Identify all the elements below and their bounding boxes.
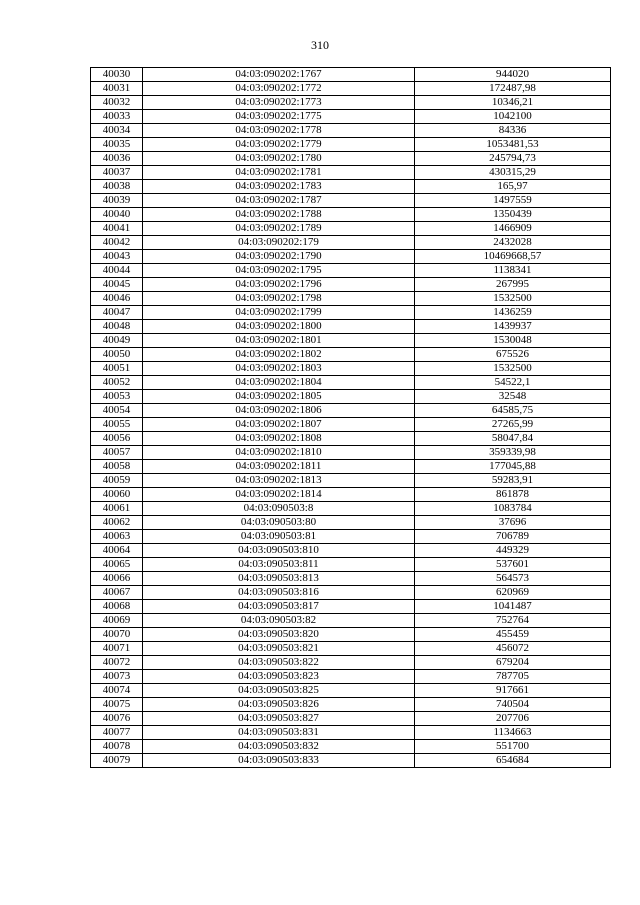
cadastral-number-cell: 04:03:090202:1802 (143, 348, 415, 362)
table-row (91, 68, 611, 82)
table-row (91, 586, 611, 600)
cadastral-number-cell: 04:03:090503:810 (143, 544, 415, 558)
cadastral-number-cell: 04:03:090202:1780 (143, 152, 415, 166)
table-row (91, 236, 611, 250)
cadastral-value-cell: 172487,98 (415, 82, 611, 96)
row-number-cell: 40034 (91, 124, 143, 138)
row-number-cell: 40068 (91, 600, 143, 614)
table-row (91, 544, 611, 558)
cadastral-value-cell: 10346,21 (415, 96, 611, 110)
cadastral-value-cell: 1466909 (415, 222, 611, 236)
cadastral-value-cell: 54522,1 (415, 376, 611, 390)
row-number-cell: 40043 (91, 250, 143, 264)
cadastral-value-cell: 10469668,57 (415, 250, 611, 264)
table-row (91, 166, 611, 180)
cadastral-number-cell: 04:03:090202:1800 (143, 320, 415, 334)
cadastral-number-cell: 04:03:090503:833 (143, 754, 415, 768)
row-number-cell: 40041 (91, 222, 143, 236)
table-row (91, 110, 611, 124)
row-number-cell: 40073 (91, 670, 143, 684)
row-number-cell: 40072 (91, 656, 143, 670)
cadastral-value-cell: 679204 (415, 656, 611, 670)
cadastral-value-cell: 37696 (415, 516, 611, 530)
table-row (91, 726, 611, 740)
table-row (91, 362, 611, 376)
table-row (91, 614, 611, 628)
cadastral-number-cell: 04:03:090202:1796 (143, 278, 415, 292)
row-number-cell: 40056 (91, 432, 143, 446)
cadastral-number-cell: 04:03:090202:1804 (143, 376, 415, 390)
cadastral-value-cell: 1041487 (415, 600, 611, 614)
cadastral-value-cell: 551700 (415, 740, 611, 754)
cadastral-value-cell: 1350439 (415, 208, 611, 222)
table-row (91, 96, 611, 110)
cadastral-number-cell: 04:03:090202:1801 (143, 334, 415, 348)
cadastral-value-cell: 564573 (415, 572, 611, 586)
row-number-cell: 40075 (91, 698, 143, 712)
cadastral-number-cell: 04:03:090503:832 (143, 740, 415, 754)
table-row (91, 320, 611, 334)
table-row (91, 642, 611, 656)
row-number-cell: 40074 (91, 684, 143, 698)
cadastral-number-cell: 04:03:090202:1814 (143, 488, 415, 502)
row-number-cell: 40076 (91, 712, 143, 726)
cadastral-value-table (90, 67, 611, 768)
cadastral-number-cell: 04:03:090202:1811 (143, 460, 415, 474)
cadastral-number-cell: 04:03:090202:1805 (143, 390, 415, 404)
row-number-cell: 40036 (91, 152, 143, 166)
cadastral-value-cell: 456072 (415, 642, 611, 656)
row-number-cell: 40039 (91, 194, 143, 208)
row-number-cell: 40035 (91, 138, 143, 152)
cadastral-value-cell: 245794,73 (415, 152, 611, 166)
row-number-cell: 40046 (91, 292, 143, 306)
cadastral-number-cell: 04:03:090503:81 (143, 530, 415, 544)
row-number-cell: 40077 (91, 726, 143, 740)
cadastral-number-cell: 04:03:090503:816 (143, 586, 415, 600)
cadastral-number-cell: 04:03:090202:1767 (143, 68, 415, 82)
cadastral-number-cell: 04:03:090202:179 (143, 236, 415, 250)
page-number: 310 (311, 38, 329, 52)
cadastral-value-cell: 165,97 (415, 180, 611, 194)
row-number-cell: 40048 (91, 320, 143, 334)
table-row (91, 348, 611, 362)
cadastral-number-cell: 04:03:090202:1810 (143, 446, 415, 460)
cadastral-number-cell: 04:03:090503:8 (143, 502, 415, 516)
cadastral-value-cell: 675526 (415, 348, 611, 362)
table-row (91, 698, 611, 712)
cadastral-number-cell: 04:03:090202:1788 (143, 208, 415, 222)
cadastral-value-cell: 706789 (415, 530, 611, 544)
table-row (91, 446, 611, 460)
cadastral-number-cell: 04:03:090503:831 (143, 726, 415, 740)
row-number-cell: 40061 (91, 502, 143, 516)
row-number-cell: 40044 (91, 264, 143, 278)
row-number-cell: 40062 (91, 516, 143, 530)
table-row (91, 278, 611, 292)
cadastral-value-cell: 944020 (415, 68, 611, 82)
cadastral-value-cell: 1138341 (415, 264, 611, 278)
table-row (91, 516, 611, 530)
cadastral-number-cell: 04:03:090202:1806 (143, 404, 415, 418)
table-row (91, 306, 611, 320)
cadastral-value-cell: 207706 (415, 712, 611, 726)
cadastral-number-cell: 04:03:090202:1799 (143, 306, 415, 320)
row-number-cell: 40051 (91, 362, 143, 376)
cadastral-number-cell: 04:03:090202:1772 (143, 82, 415, 96)
cadastral-value-cell: 1134663 (415, 726, 611, 740)
row-number-cell: 40067 (91, 586, 143, 600)
cadastral-number-cell: 04:03:090202:1807 (143, 418, 415, 432)
row-number-cell: 40049 (91, 334, 143, 348)
cadastral-number-cell: 04:03:090503:826 (143, 698, 415, 712)
cadastral-number-cell: 04:03:090202:1787 (143, 194, 415, 208)
cadastral-number-cell: 04:03:090202:1803 (143, 362, 415, 376)
cadastral-value-cell: 1053481,53 (415, 138, 611, 152)
table-row (91, 488, 611, 502)
cadastral-number-cell: 04:03:090202:1781 (143, 166, 415, 180)
cadastral-number-cell: 04:03:090503:823 (143, 670, 415, 684)
row-number-cell: 40059 (91, 474, 143, 488)
table-row (91, 376, 611, 390)
table-row (91, 558, 611, 572)
cadastral-value-cell: 449329 (415, 544, 611, 558)
cadastral-value-cell: 620969 (415, 586, 611, 600)
cadastral-value-cell: 654684 (415, 754, 611, 768)
cadastral-value-cell: 537601 (415, 558, 611, 572)
table-row (91, 82, 611, 96)
row-number-cell: 40038 (91, 180, 143, 194)
row-number-cell: 40045 (91, 278, 143, 292)
row-number-cell: 40078 (91, 740, 143, 754)
cadastral-value-cell: 787705 (415, 670, 611, 684)
cadastral-number-cell: 04:03:090202:1783 (143, 180, 415, 194)
row-number-cell: 40070 (91, 628, 143, 642)
cadastral-value-cell: 1083784 (415, 502, 611, 516)
table-row (91, 208, 611, 222)
cadastral-number-cell: 04:03:090503:817 (143, 600, 415, 614)
table-row (91, 684, 611, 698)
row-number-cell: 40040 (91, 208, 143, 222)
cadastral-value-cell: 917661 (415, 684, 611, 698)
row-number-cell: 40050 (91, 348, 143, 362)
cadastral-number-cell: 04:03:090503:827 (143, 712, 415, 726)
cadastral-value-cell: 359339,98 (415, 446, 611, 460)
row-number-cell: 40032 (91, 96, 143, 110)
table-row (91, 194, 611, 208)
table-row (91, 124, 611, 138)
table-row (91, 502, 611, 516)
row-number-cell: 40065 (91, 558, 143, 572)
cadastral-number-cell: 04:03:090503:82 (143, 614, 415, 628)
table-row (91, 334, 611, 348)
cadastral-number-cell: 04:03:090503:825 (143, 684, 415, 698)
row-number-cell: 40066 (91, 572, 143, 586)
table-row (91, 600, 611, 614)
table-row (91, 292, 611, 306)
cadastral-number-cell: 04:03:090503:80 (143, 516, 415, 530)
row-number-cell: 40031 (91, 82, 143, 96)
table-row (91, 460, 611, 474)
table-row (91, 138, 611, 152)
cadastral-number-cell: 04:03:090202:1798 (143, 292, 415, 306)
table-row (91, 572, 611, 586)
cadastral-value-cell: 58047,84 (415, 432, 611, 446)
row-number-cell: 40033 (91, 110, 143, 124)
table-row (91, 740, 611, 754)
cadastral-value-cell: 1532500 (415, 362, 611, 376)
cadastral-value-cell: 32548 (415, 390, 611, 404)
cadastral-value-cell: 1439937 (415, 320, 611, 334)
table-row (91, 250, 611, 264)
table-row (91, 180, 611, 194)
cadastral-value-cell: 59283,91 (415, 474, 611, 488)
row-number-cell: 40057 (91, 446, 143, 460)
cadastral-value-cell: 64585,75 (415, 404, 611, 418)
cadastral-number-cell: 04:03:090503:813 (143, 572, 415, 586)
cadastral-number-cell: 04:03:090202:1813 (143, 474, 415, 488)
table-row (91, 432, 611, 446)
row-number-cell: 40079 (91, 754, 143, 768)
table-row (91, 222, 611, 236)
cadastral-value-cell: 1497559 (415, 194, 611, 208)
cadastral-value-cell: 1530048 (415, 334, 611, 348)
cadastral-value-cell: 752764 (415, 614, 611, 628)
cadastral-number-cell: 04:03:090503:820 (143, 628, 415, 642)
table-row (91, 474, 611, 488)
row-number-cell: 40071 (91, 642, 143, 656)
cadastral-number-cell: 04:03:090202:1778 (143, 124, 415, 138)
row-number-cell: 40042 (91, 236, 143, 250)
cadastral-number-cell: 04:03:090202:1779 (143, 138, 415, 152)
cadastral-value-cell: 267995 (415, 278, 611, 292)
cadastral-number-cell: 04:03:090202:1789 (143, 222, 415, 236)
row-number-cell: 40037 (91, 166, 143, 180)
table-row (91, 390, 611, 404)
row-number-cell: 40069 (91, 614, 143, 628)
row-number-cell: 40047 (91, 306, 143, 320)
cadastral-value-cell: 1042100 (415, 110, 611, 124)
cadastral-value-cell: 740504 (415, 698, 611, 712)
row-number-cell: 40053 (91, 390, 143, 404)
table-body (91, 68, 611, 768)
cadastral-number-cell: 04:03:090503:822 (143, 656, 415, 670)
cadastral-number-cell: 04:03:090503:821 (143, 642, 415, 656)
table-row (91, 712, 611, 726)
cadastral-number-cell: 04:03:090202:1795 (143, 264, 415, 278)
cadastral-value-cell: 27265,99 (415, 418, 611, 432)
table-row (91, 404, 611, 418)
cadastral-value-cell: 84336 (415, 124, 611, 138)
cadastral-number-cell: 04:03:090202:1775 (143, 110, 415, 124)
table-row (91, 530, 611, 544)
row-number-cell: 40054 (91, 404, 143, 418)
cadastral-value-cell: 177045,88 (415, 460, 611, 474)
cadastral-value-cell: 1532500 (415, 292, 611, 306)
row-number-cell: 40063 (91, 530, 143, 544)
cadastral-number-cell: 04:03:090202:1790 (143, 250, 415, 264)
table-row (91, 418, 611, 432)
row-number-cell: 40064 (91, 544, 143, 558)
row-number-cell: 40058 (91, 460, 143, 474)
table-row (91, 656, 611, 670)
table-row (91, 152, 611, 166)
row-number-cell: 40060 (91, 488, 143, 502)
table-row (91, 264, 611, 278)
cadastral-value-cell: 430315,29 (415, 166, 611, 180)
cadastral-value-cell: 1436259 (415, 306, 611, 320)
row-number-cell: 40052 (91, 376, 143, 390)
cadastral-number-cell: 04:03:090202:1808 (143, 432, 415, 446)
cadastral-number-cell: 04:03:090202:1773 (143, 96, 415, 110)
row-number-cell: 40030 (91, 68, 143, 82)
cadastral-value-cell: 861878 (415, 488, 611, 502)
table-row (91, 754, 611, 768)
row-number-cell: 40055 (91, 418, 143, 432)
table-row (91, 670, 611, 684)
cadastral-value-cell: 455459 (415, 628, 611, 642)
table-row (91, 628, 611, 642)
cadastral-value-cell: 2432028 (415, 236, 611, 250)
cadastral-number-cell: 04:03:090503:811 (143, 558, 415, 572)
